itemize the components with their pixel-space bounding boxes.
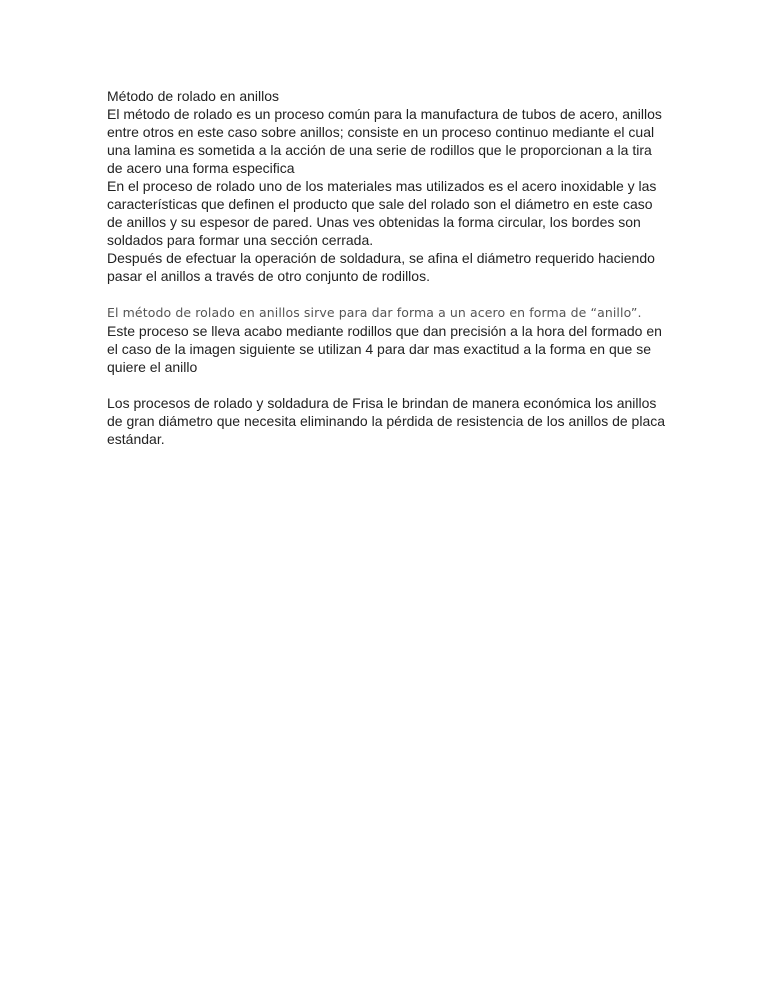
document-title: Método de rolado en anillos	[107, 88, 280, 104]
paragraph-ring-purpose	[107, 303, 667, 376]
paragraph-ring-purpose-lead: El método de rolado en anillos sirve para dar forma a un acero en forma de “anillo”.	[107, 305, 642, 320]
document-body	[107, 87, 667, 448]
paragraph-rolling-definition: El método de rolado es un proceso común para la manufactura de tubos de acero, anillos entre otros en este caso sobre anillos; consiste en un proceso continuo mediante el cual una lamina es sometida a la acción de una serie de rodillos que le proporcionan a la tira de acero una forma especifica	[107, 106, 662, 176]
paragraph-gap	[107, 285, 667, 303]
paragraph-ring-purpose-rest: Este proceso se lleva acabo mediante rodillos que dan precisión a la hora del formado en el caso de la imagen siguiente se utilizan 4 para dar mas exactitud a la forma en que se quiere el anillo	[107, 323, 662, 375]
paragraph-frisa: Los procesos de rolado y soldadura de Frisa le brindan de manera económica los anillos de gran diámetro que necesita eliminando la pérdida de resistencia de los anillos de placa estándar.	[107, 395, 666, 447]
paragraph-materials: En el proceso de rolado uno de los materiales mas utilizados es el acero inoxidable y las características que definen el producto que sale del rolado son el diámetro en este caso de anillos y su espesor de pared. Unas ves obtenidas la forma circular, los bordes son soldados para formar una sección cerrada.	[107, 178, 657, 248]
paragraph-welding: Después de efectuar la operación de soldadura, se afina el diámetro requerido haciendo pasar el anillos a través de otro conjunto de rodillos.	[107, 250, 655, 284]
paragraph-gap	[107, 376, 667, 394]
